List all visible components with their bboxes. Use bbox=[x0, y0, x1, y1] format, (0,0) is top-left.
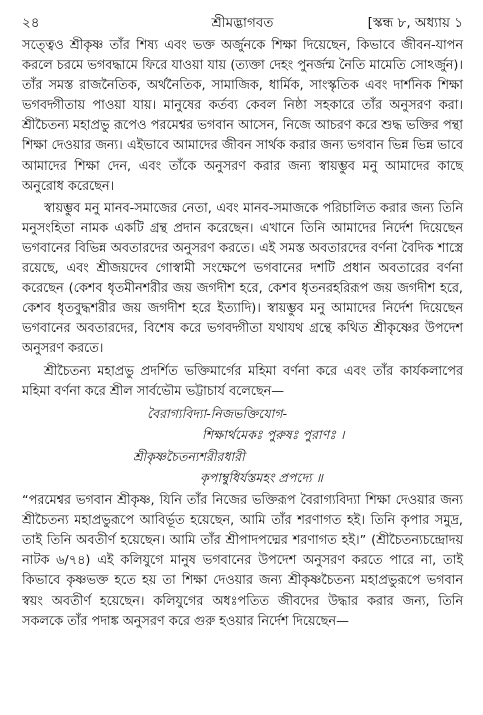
verse-line-4: কৃপাম্বুধির্যস্তমহং প্রপদ্যে ॥ bbox=[200, 470, 323, 486]
verse-line-2: শিক্ষার্থমেকঃ পুরুষঃ পুরাণঃ । bbox=[202, 427, 345, 443]
verse-line-3: শ্রীকৃষ্ণচৈতন্যশরীরধারী bbox=[133, 448, 245, 464]
running-title: শ্রীমদ্ভাগবত bbox=[211, 15, 274, 31]
purport-paragraph-3: শ্রীচৈতন্য মহাপ্রভু প্রদর্শিত ভক্তিমার্গের মহিমা বর্ণনা করে এবং তাঁর কার্যকলাপের মহিমা বর্ণনা করে শ্রীল সার্বভৌম ভট্টাচার্য বলেছেন— bbox=[22, 363, 463, 399]
sanskrit-verse bbox=[22, 404, 463, 488]
verse-translation-paragraph: “পরমেশ্বর ভগবান শ্রীকৃষ্ণ, যিনি তাঁর নিজের ভক্তিরূপ বৈরাগ্যবিদ্যা শিক্ষা দেওয়ার জন্য শ্রীচৈতন্য মহাপ্রভুরূপে আবির্ভূত হয়েছেন, আমি তাঁর শরণাগত হই। তিনি কৃপার সমুদ্র, তাই তিনি অবতীর্ণ হয়েছেন। আমি তাঁর শ্রীপাদপদ্মের শরণাগত হই।” (শ্রীচৈতন্যচন্দ্রোদয় নাটক ৬/৭৪) এই কলিযুগে মানুষ ভগবানের উপদেশ অনুসরণ করতে পারে না, তাই কিভাবে কৃষ্ণভক্ত হতে হয় তা শিক্ষা দেওয়ার জন্য শ্রীকৃষ্ণচৈতন্য মহাপ্রভুরূপে ভগবান স্বয়ং অবতীর্ণ হয়েছেন। কলিযুগের অধঃপতিত জীবদের উদ্ধার করার জন্য, তিনি সকলকে তাঁর পদাঙ্ক অনুসরণ করে গুরু হওয়ার নির্দেশ দিয়েছেন— bbox=[22, 493, 463, 629]
page-header bbox=[22, 10, 463, 36]
purport-paragraph-1: সত্ত্বেও শ্রীকৃষ্ণ তাঁর শিষ্য এবং ভক্ত অর্জুনকে শিক্ষা দিয়েছেন, কিভাবে জীবন-যাপন করলে চরমে ভগবদ্ধামে ফিরে যাওয়া যায় (ত্যক্তা দেহং পুনর্জন্ম নৈতি মামেতি সোঽর্জুন)। তাঁর সমস্ত রাজনৈতিক, অর্থনৈতিক, সামাজিক, ধার্মিক, সাংস্কৃতিক এবং দার্শনিক শিক্ষা ভগবদ্গীতায় পাওয়া যায়। মানুষের কর্তব্য কেবল নিষ্ঠা সহকারে তাঁর অনুসরণ করা। শ্রীচৈতন্য মহাপ্রভু রূপেও পরমেশ্বর ভগবান আসেন, নিজে আচরণ করে শুদ্ধ ভক্তির পন্থা শিক্ষা দেওয়ার জন্য। এইভাবে আমাদের জীবন সার্থক করার জন্য ভগবান ভিন্ন ভিন্ন ভাবে আমাদের শিক্ষা দেন, এবং তাঁকে অনুসরণ করার জন্য স্বায়ম্ভুব মনু আমাদের কাছে অনুরোধ করেছেন। bbox=[22, 38, 463, 194]
page-number: ২৪ bbox=[22, 15, 40, 31]
page-body bbox=[22, 36, 463, 632]
purport-paragraph-2: স্বায়ম্ভুব মনু মানব-সমাজের নেতা, এবং মানব-সমাজকে পরিচালিত করার জন্য তিনি মনুসংহিতা নামক একটি গ্রন্থ প্রদান করেছেন। এখানে তিনি আমাদের নির্দেশ দিয়েছেন ভগবানের বিভিন্ন অবতারদের অনুসরণ করতে। এই সমস্ত অবতারদের বর্ণনা বৈদিক শাস্ত্রে রয়েছে, এবং শ্রীজয়দেব গোস্বামী সংক্ষেপে ভগবানের দশটি প্রধান অবতারের বর্ণনা করেছেন (কেশব ধৃতমীনশরীর জয় জগদীশ হরে, কেশব ধৃতনরহরিরূপ জয় জগদীশ হরে, কেশব ধৃতবুদ্ধশরীর জয় জগদীশ হরে ইত্যাদি)। স্বায়ম্ভুব মনু আমাদের নির্দেশ দিয়েছেন ভগবানের অবতারদের, বিশেষ করে ভগবদ্গীতা যথাযথ গ্রন্থে কথিত শ্রীকৃষ্ণের উপদেশ অনুসরণ করতে। bbox=[22, 200, 463, 357]
chapter-reference: [স্কন্ধ ৮, অধ্যায় ১ bbox=[367, 15, 463, 31]
verse-line-1: বৈরাগ্যবিদ্যা-নিজভক্তিযোগ- bbox=[147, 405, 288, 421]
